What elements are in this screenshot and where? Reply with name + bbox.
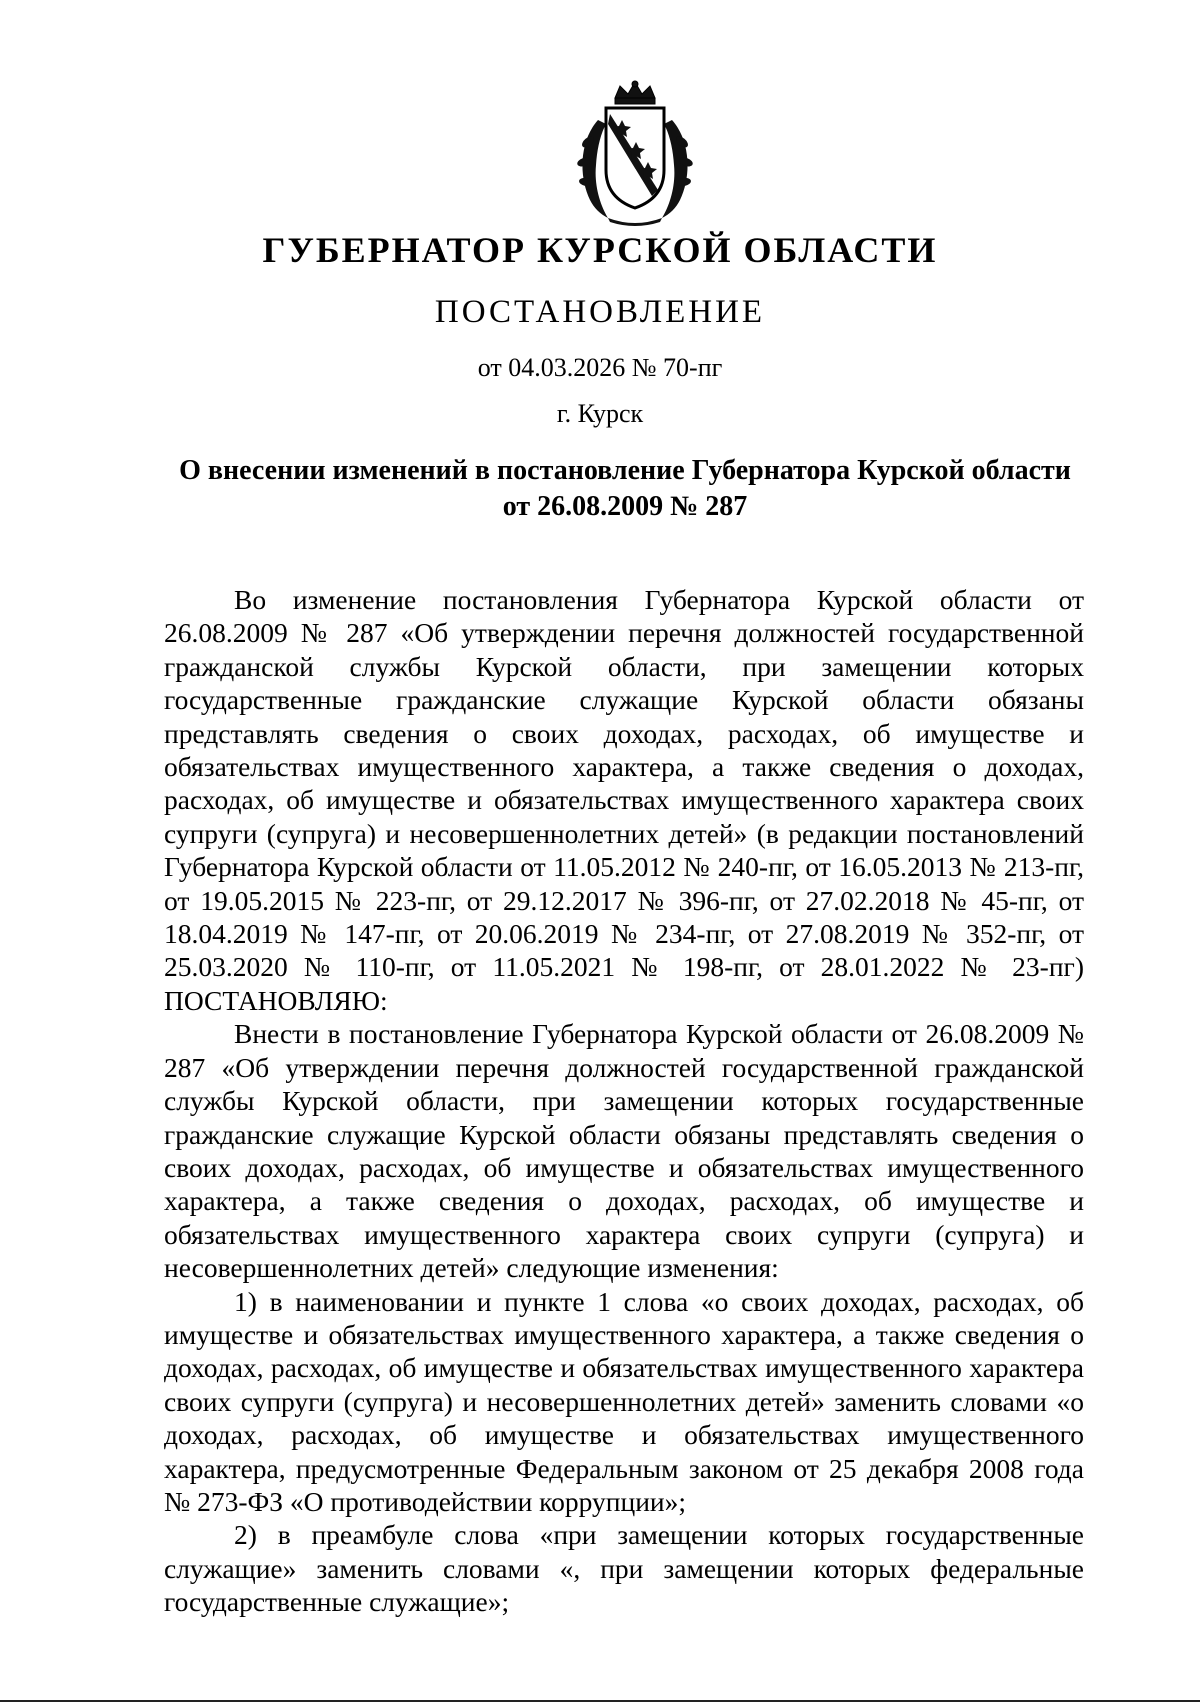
- document-body: [164, 583, 1084, 1619]
- document-title-line-1: О внесении изменений в постановление Губернатора Курской области: [179, 455, 1071, 486]
- document-date-number: от 04.03.2026 № 70-пг: [477, 353, 723, 382]
- document-title-line-2: от 26.08.2009 № 287: [502, 491, 748, 522]
- paragraph-preamble: Во изменение постановления Губернатора Курской области от 26.08.2009 № 287 «Об утверждении перечня должностей государственной гражданской службы Курской области, при замещении которых государственные гражданские служащие Курской области обязаны представлять сведения о своих доходах, расходах, об имуществе и обязательствах имущественного характера, а также сведения о доходах, расходах, об имуществе и обязательствах имущественного характера своих супруги (супруга) и несовершеннолетних детей» (в редакции постановлений Губернатора Курской области от 11.05.2012 № 240-пг, от 16.05.2013 № 213-пг, от 19.05.2015 № 223-пг, от 29.12.2017 № 396-пг, от 27.02.2018 № 45-пг, от 18.04.2019 № 147-пг, от 20.06.2019 № 234-пг, от 27.08.2019 № 352-пг, от 25.03.2020 № 110-пг, от 11.05.2021 № 198-пг, от 28.01.2022 № 23-пг) ПОСТАНОВЛЯЮ:: [164, 584, 1084, 1016]
- document-type: ПОСТАНОВЛЕНИЕ: [434, 294, 766, 330]
- shield-icon: [606, 108, 664, 208]
- paragraph-amendments-intro: Внести в постановление Губернатора Курской области от 26.08.2009 № 287 «Об утверждении перечня должностей государственной гражданской службы Курской области, при замещении которых государственные гражданские служащие Курской области обязаны представлять сведения о своих доходах, расходах, об имуществе и обязательствах имущественного характера, а также сведения о доходах, расходах, об имуществе и обязательствах имущественного характера своих супруги (супруга) и несовершеннолетних детей» следующие изменения:: [164, 1018, 1084, 1284]
- crown-icon: [615, 81, 655, 104]
- paragraph-item-1: 1) в наименовании и пункте 1 слова «о своих доходах, расходах, об имуществе и обязательствах имущественного характера, а также сведения о доходах, расходах, об имуществе и обязательствах имущественного характера своих супруги (супруга) и несовершеннолетних детей» заменить словами «о доходах, расходах, об имуществе и обязательствах имущественного характера, предусмотренные Федеральным законом от 25 декабря 2008 года № 273-ФЗ «О противодействии коррупции»;: [164, 1285, 1084, 1517]
- issuing-authority: ГУБЕРНАТОР КУРСКОЙ ОБЛАСТИ: [262, 230, 938, 270]
- coat-of-arms-emblem: [560, 80, 710, 230]
- document-city: г. Курск: [556, 399, 644, 428]
- document-title: [150, 453, 1100, 525]
- paragraph-item-2: 2) в преамбуле слова «при замещении которых государственные служащие» заменить словами «, при замещении которых федеральные государственные служащие»;: [164, 1519, 1084, 1618]
- page-bottom-edge: [0, 1700, 1200, 1702]
